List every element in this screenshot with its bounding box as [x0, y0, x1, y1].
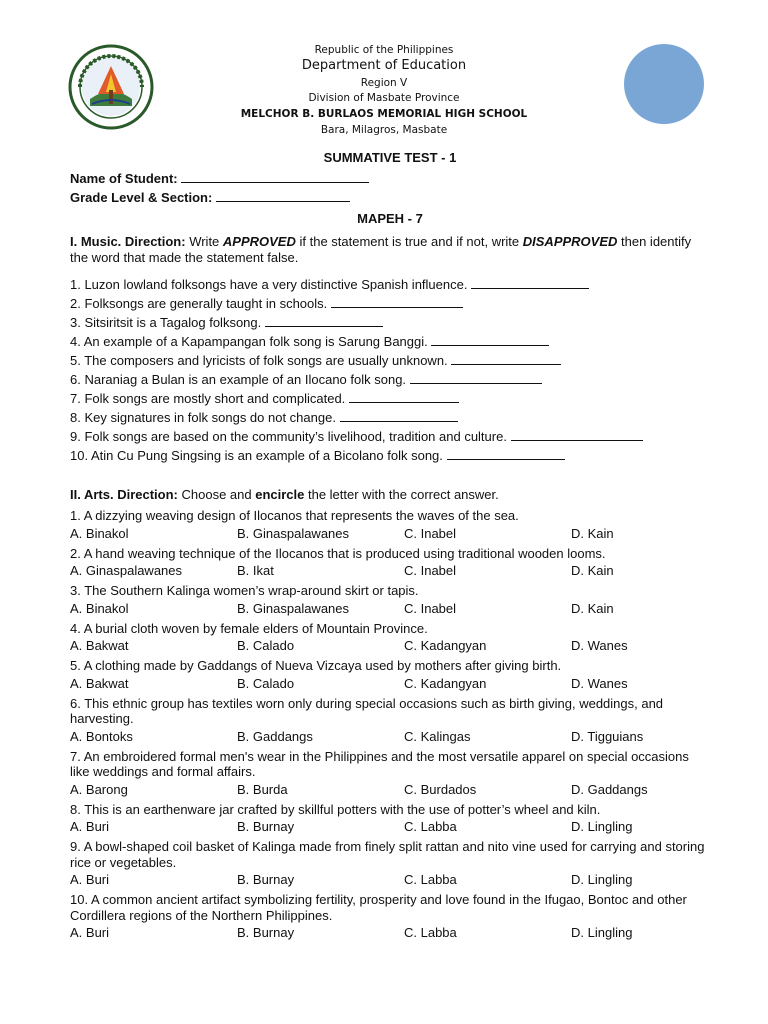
choice-d[interactable]: D. Lingling [571, 819, 633, 834]
music-item [70, 275, 710, 294]
answer-choices [70, 524, 710, 543]
answer-choices [70, 727, 710, 746]
choice-d[interactable]: D. Lingling [571, 925, 633, 940]
choice-a[interactable]: A. Buri [70, 819, 110, 834]
choice-d[interactable]: D. Gaddangs [571, 781, 648, 797]
arts-question: 6. This ethnic group has textiles worn only during special occasions such as birth giving, weddings, and harvesting. [70, 695, 664, 726]
choice-b[interactable]: B. Gaddangs [237, 728, 313, 744]
document-header [0, 0, 768, 140]
arts-question: 8. This is an earthenware jar crafted by skillful potters with the use of potter’s wheel and kiln. [70, 801, 601, 817]
choice-c[interactable]: C. Kadangyan [404, 675, 487, 691]
choice-b[interactable]: B. Ginaspalawanes [237, 600, 350, 616]
music-item-text: 2. Folksongs are generally taught in schools. [70, 296, 328, 311]
answer-choices [70, 870, 710, 889]
arts-questions [70, 508, 710, 942]
choice-b[interactable]: B. Burnay [237, 872, 295, 887]
answer-blank[interactable] [447, 446, 565, 460]
choice-d[interactable]: D. Kain [571, 600, 614, 616]
answer-choices [70, 817, 710, 836]
music-item-text: 3. Sitsiritsit is a Tagalog folksong. [70, 315, 262, 330]
choice-a[interactable]: A. Barong [70, 781, 128, 797]
choice-d[interactable]: D. Lingling [571, 872, 633, 887]
arts-question: 10. A common ancient artifact symbolizing fertility, prosperity and love found in the Ifugao, Bontoc and other Cordillera regions of the Northern Philippines. [70, 892, 687, 923]
answer-blank[interactable] [451, 351, 561, 365]
grade-field: Grade Level & Section: [70, 188, 710, 207]
music-items [70, 275, 710, 465]
choice-c[interactable]: C. Inabel [404, 600, 457, 616]
choice-b[interactable]: B. Burnay [237, 925, 295, 940]
music-item [70, 408, 710, 427]
choice-d[interactable]: D. Wanes [571, 675, 628, 691]
music-item-text: 1. Luzon lowland folksongs have a very distinctive Spanish influence. [70, 277, 468, 292]
choice-b[interactable]: B. Calado [237, 638, 295, 653]
arts-question: 4. A burial cloth woven by female elders of Mountain Province. [70, 620, 428, 636]
choice-a[interactable]: A. Ginaspalawanes [70, 563, 183, 578]
choice-b[interactable]: B. Ikat [237, 563, 274, 578]
choice-a[interactable]: A. Bontoks [70, 728, 133, 744]
arts-question: 2. A hand weaving technique of the Ilocanos that is produced using traditional wooden looms. [70, 545, 606, 561]
answer-blank[interactable] [511, 427, 643, 441]
choice-a[interactable]: A. Binakol [70, 600, 129, 616]
name-field: Name of Student: [70, 169, 710, 188]
arts-question: 7. An embroidered formal men's wear in the Philippines and the most versatile apparel on special occasions like weddings and formal affairs. [70, 748, 689, 779]
answer-choices [70, 599, 710, 618]
arts-direction: II. Arts. Direction: Choose and encircle the letter with the correct answer. [70, 487, 499, 502]
answer-blank[interactable] [340, 408, 458, 422]
republic-line: Republic of the Philippines [314, 44, 454, 56]
arts-question: 5. A clothing made by Gaddangs of Nueva Vizcaya used by mothers after giving birth. [70, 658, 562, 673]
school-name: MELCHOR B. BURLAOS MEMORIAL HIGH SCHOOL [240, 108, 528, 120]
test-title: SUMMATIVE TEST - 1 [323, 150, 457, 165]
music-item [70, 446, 710, 465]
answer-blank[interactable] [331, 294, 463, 308]
music-item-text: 6. Naraniag a Bulan is an example of an Ilocano folk song. [70, 372, 407, 387]
division-line: Division of Masbate Province [308, 92, 460, 104]
choice-d[interactable]: D. Wanes [571, 638, 628, 653]
name-blank[interactable] [181, 169, 369, 183]
department-line: Department of Education [301, 58, 467, 73]
choice-a[interactable]: A. Binakol [70, 525, 129, 541]
choice-b[interactable]: B. Ginaspalawanes [237, 525, 350, 541]
answer-choices [70, 674, 710, 693]
choice-b[interactable]: B. Calado [237, 675, 295, 691]
answer-choices [70, 561, 710, 580]
test-content [70, 148, 710, 942]
music-item [70, 370, 710, 389]
music-item-text: 7. Folk songs are mostly short and complicated. [70, 391, 346, 406]
music-item [70, 351, 710, 370]
school-address: Bara, Milagros, Masbate [320, 124, 448, 136]
answer-blank[interactable] [410, 370, 542, 384]
answer-blank[interactable] [349, 389, 459, 403]
choice-c[interactable]: C. Kadangyan [404, 638, 487, 653]
answer-choices [70, 923, 710, 942]
music-direction: I. Music. Direction: Write APPROVED if the statement is true and if not, write DISAPPROVED then identify the word that made the statement false. [70, 234, 692, 265]
music-item-text: 9. Folk songs are based on the community’s livelihood, tradition and culture. [70, 429, 507, 444]
music-item-text: 8. Key signatures in folk songs do not change. [70, 410, 336, 425]
choice-c[interactable]: C. Labba [404, 925, 457, 940]
choice-c[interactable]: C. Labba [404, 872, 457, 887]
subject-title: MAPEH - 7 [357, 211, 423, 226]
answer-choices [70, 780, 710, 799]
music-item-text: 5. The composers and lyricists of folk songs are usually unknown. [70, 353, 448, 368]
choice-c[interactable]: C. Kalingas [404, 728, 471, 744]
arts-question: 3. The Southern Kalinga women’s wrap-around skirt or tapis. [70, 583, 419, 598]
music-item [70, 427, 710, 446]
answer-blank[interactable] [265, 313, 383, 327]
choice-d[interactable]: D. Kain [571, 563, 614, 578]
music-item [70, 332, 710, 351]
answer-blank[interactable] [471, 275, 589, 289]
music-item [70, 294, 710, 313]
choice-a[interactable]: A. Buri [70, 925, 110, 940]
arts-question: 1. A dizzying weaving design of Ilocanos that represents the waves of the sea. [70, 508, 519, 523]
choice-a[interactable]: A. Bakwat [70, 638, 129, 653]
arts-question: 9. A bowl-shaped coil basket of Kalinga made from finely split rattan and nito vine used for carrying and storing rice or vegetables. [70, 839, 705, 870]
choice-b[interactable]: B. Burda [237, 781, 288, 797]
choice-c[interactable]: C. Inabel [404, 563, 457, 578]
music-item-text: 10. Atin Cu Pung Singsing is an example of a Bicolano folk song. [70, 448, 443, 463]
choice-a[interactable]: A. Buri [70, 872, 110, 887]
answer-choices [70, 636, 710, 655]
music-item [70, 389, 710, 408]
choice-c[interactable]: C. Labba [404, 819, 457, 834]
choice-c[interactable]: C. Burdados [404, 781, 477, 797]
choice-b[interactable]: B. Burnay [237, 819, 295, 834]
choice-d[interactable]: D. Tigguians [571, 728, 644, 744]
answer-blank[interactable] [431, 332, 549, 346]
music-item-text: 4. An example of a Kapampangan folk song is Sarung Banggi. [70, 334, 428, 349]
region-line: Region V [360, 77, 408, 89]
music-item [70, 313, 710, 332]
choice-d[interactable]: D. Kain [571, 525, 614, 541]
choice-c[interactable]: C. Inabel [404, 525, 457, 541]
choice-a[interactable]: A. Bakwat [70, 675, 129, 691]
grade-blank[interactable] [216, 188, 350, 202]
